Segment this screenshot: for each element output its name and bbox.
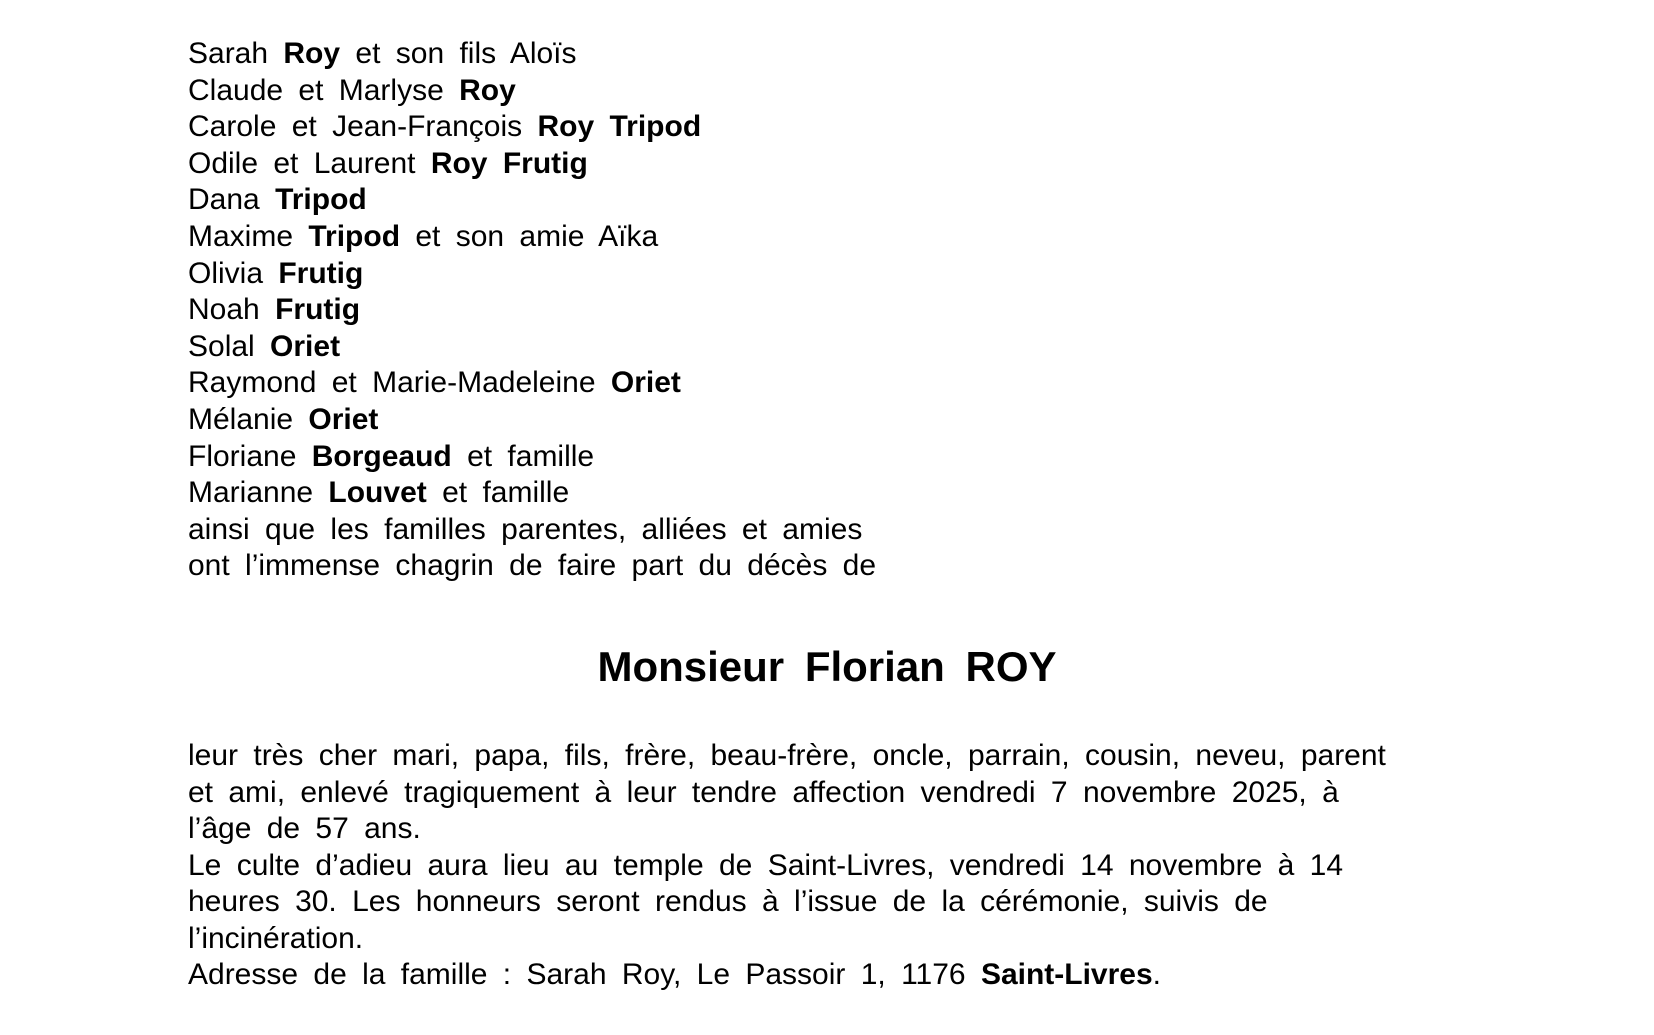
text-line [188, 402, 1466, 439]
text-line [188, 512, 1466, 549]
text-line [188, 256, 1466, 293]
family-names-list [188, 36, 1466, 585]
plain-text: leur très cher mari, papa, fils, frère, beau-frère, oncle, parrain, cousin, neveu, parent [188, 738, 1386, 772]
surname-bold-text: Frutig [278, 256, 364, 290]
surname-bold-text: Oriet [610, 366, 681, 400]
plain-text: . [1152, 958, 1162, 992]
text-line [188, 439, 1466, 476]
text-line [188, 921, 1466, 958]
surname-bold-text: Roy Tripod [537, 110, 702, 144]
text-line [188, 109, 1466, 146]
plain-text: l’âge de 57 ans. [188, 812, 421, 846]
deceased-name-title: Monsieur Florian ROY [597, 642, 1057, 690]
text-line [188, 146, 1466, 183]
surname-bold-text: Tripod [275, 183, 367, 217]
text-line [188, 475, 1466, 512]
plain-text: et ami, enlevé tragiquement à leur tendre affection vendredi 7 novembre 2025, à [188, 775, 1339, 809]
plain-text: Maxime [188, 219, 309, 253]
text-line [188, 775, 1466, 812]
plain-text: Claude et Marlyse [188, 73, 460, 107]
plain-text: Raymond et Marie-Madeleine [188, 366, 611, 400]
text-line [188, 957, 1466, 994]
text-line [188, 548, 1466, 585]
surname-bold-text: Tripod [308, 219, 401, 253]
surname-bold-text: Saint-Livres [980, 958, 1153, 992]
text-line [188, 73, 1466, 110]
text-line [188, 329, 1466, 366]
surname-bold-text: Oriet [270, 329, 341, 363]
surname-bold-text: Louvet [328, 476, 427, 510]
plain-text: et son fils Aloïs [340, 37, 577, 70]
surname-bold-text: Borgeaud [311, 439, 452, 473]
plain-text: et famille [426, 476, 570, 510]
text-line [188, 182, 1466, 219]
plain-text: Solal [188, 329, 271, 363]
plain-text: Adresse de la famille : Sarah Roy, Le Passoir 1, 1176 [188, 958, 981, 992]
surname-bold-text: Roy [283, 37, 341, 70]
plain-text: Mélanie [188, 402, 309, 436]
text-line [188, 884, 1466, 921]
plain-text: l’incinération. [188, 921, 364, 955]
funeral-details-paragraph [188, 738, 1466, 994]
text-line [188, 811, 1466, 848]
plain-text: ont l’immense chagrin de faire part du décès de [188, 549, 877, 583]
text-line [188, 365, 1466, 402]
plain-text: Marianne [188, 476, 329, 510]
text-line [188, 292, 1466, 329]
text-line [188, 738, 1466, 775]
plain-text: Olivia [188, 256, 279, 290]
plain-text: Carole et Jean-François [188, 110, 538, 144]
text-line [188, 848, 1466, 885]
plain-text: et famille [451, 439, 595, 473]
plain-text: Dana [188, 183, 276, 217]
plain-text: Le culte d’adieu aura lieu au temple de Saint-Livres, vendredi 14 novembre à 14 [188, 848, 1344, 882]
plain-text: heures 30. Les honneurs seront rendus à l’issue de la cérémonie, suivis de [188, 885, 1268, 919]
plain-text: Odile et Laurent [188, 146, 431, 180]
plain-text: et son amie Aïka [400, 219, 659, 253]
surname-bold-text: Roy [459, 73, 516, 107]
plain-text: Noah [188, 293, 276, 327]
text-line [188, 219, 1466, 256]
surname-bold-text: Oriet [308, 402, 379, 436]
plain-text: ainsi que les familles parentes, alliées et amies [188, 512, 863, 546]
surname-bold-text: Roy Frutig [430, 146, 588, 180]
surname-bold-text: Frutig [275, 293, 361, 327]
plain-text: Floriane [188, 439, 312, 473]
text-line [188, 36, 1466, 73]
death-announcement-document [188, 36, 1466, 994]
plain-text: Sarah [188, 37, 284, 70]
